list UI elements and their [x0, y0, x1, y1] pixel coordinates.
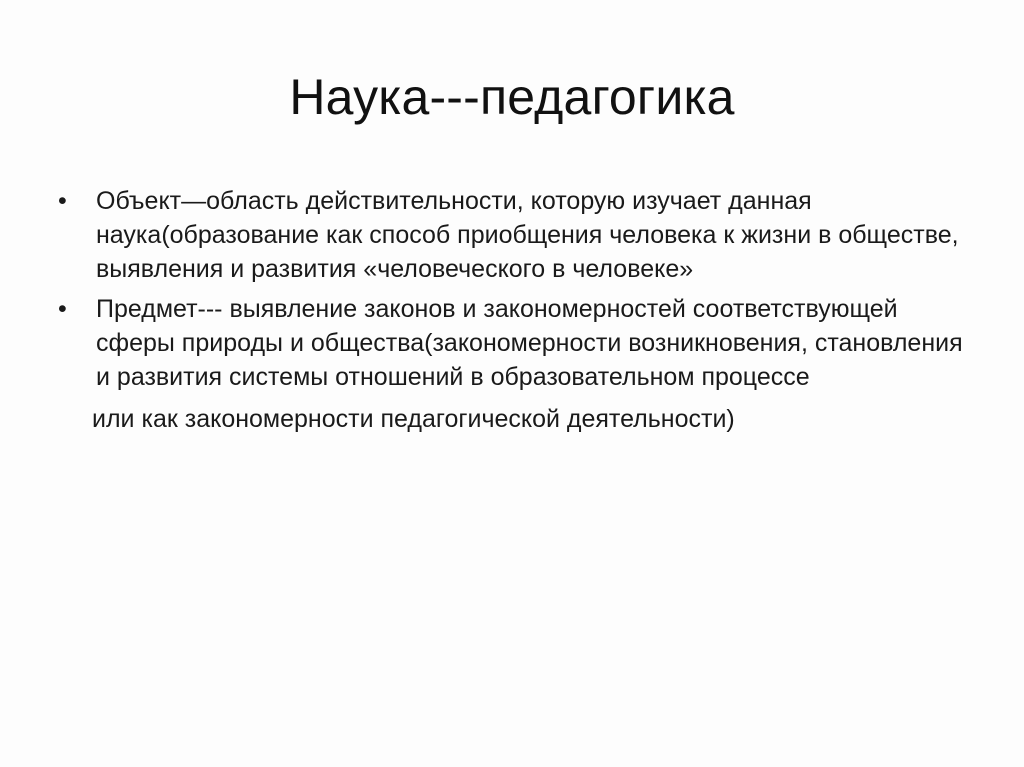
continuation-text: или как закономерности педагогической деятельности): [92, 405, 735, 433]
slide-title: Наука---педагогика: [289, 69, 735, 125]
bullet-marker: •: [58, 187, 67, 215]
bullet-text: Объект—область действительности, которую изучает данная наука(образование как способ приобщения человека к жизни в обществе, выявления и развития «человеческого в человеке»: [96, 187, 959, 283]
bullet-subject: [56, 292, 976, 394]
slide-body: [56, 184, 976, 436]
bullet-marker: •: [58, 295, 67, 323]
bullet-text: Предмет--- выявление законов и закономерностей соответствующей сферы природы и общества(закономерности возникновения, становления и развития системы отношений в образовательном процессе: [96, 295, 963, 391]
bullet-object: [56, 184, 976, 286]
